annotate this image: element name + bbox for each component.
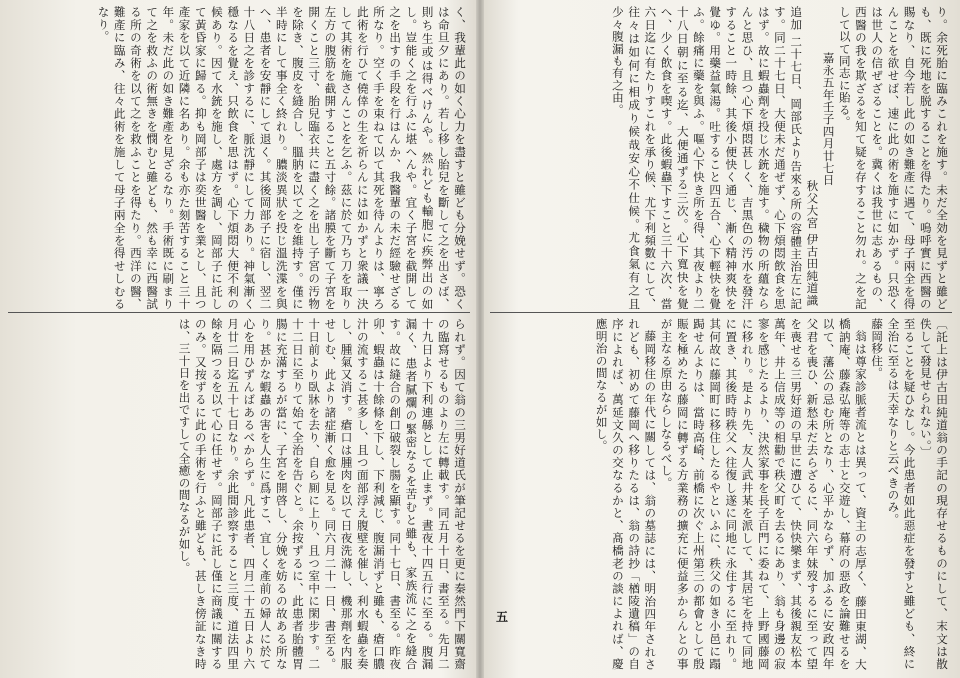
left-page-top-band: [10, 6, 468, 310]
right-page-top-text: り。余死胎に臨みこれを施す。未だ全効を見ずと雖ども、既に死地を脱することを得たり。嗚呼實に西醫の賜なり、自今若し此の如き難產に遇て、母子兩全を得んことを欲せば、速に此の術を施すに如かず。只恐くは世人の信ぜざることを。冀くは我世に志あるもの、西醫の我を欺ざるを知て疑を存すること勿れ。之を記して以て同志に貽る。: [837, 6, 949, 310]
right-page-divider: [490, 312, 952, 313]
section-1: 至ることを疑ひなし。今此患者如此惡症を發すと雖ども、終に全治に至るは天幸なりと云べきのみ。: [886, 318, 917, 670]
page-number: 五: [496, 610, 509, 624]
section-3: 藤岡移住の年代に關しては、翁の墓誌には、明治四年されされども、初めて藤岡へ移りたるは、翁の詩抄「楢陵遺稿」の自序によれば、萬延文久の交なるかと、髙橋老の談によれば、慶應明治の間なるが如し。: [594, 318, 658, 670]
section-2: 翁は尊家診脈者流とは異って、資主の志厚く、藤田東湖、大橋訥庵、藤森弘庵等の志士と交遊し、幕府の惡政を論難せるを以て、藩公の忌む所となり、心平かならず、加ふるに安政四年父君を喪ひ、新愁未だ去らざるに、同六年妹歿するに至って望を喪せる三男好道の早世に遭ひて、快快樂まず、其後親友松本萬年、井上信成等の相勸で秩父町を去るにあり、翁も身邊の寂寥を感じたるより、決然家事を長子百門に委ねて、上野國藤岡に移れり。是より先、友人武井某を派して、其居宅を持て同地に置き、其後時時秩父へ往復し遂に同地に永住するに至れり。其何故に藤岡町に移住したるやといふに、秩父の如き小邑に蹋跼せんよりは、當時高崎、前橋に次ぐ上州第三の都會として殷賑を極めたる藤岡に轉ずる方業務の擴充に便益多からんとの事が主なる原由ならしなるべし。: [659, 318, 868, 670]
right-page-top-column: [492, 6, 950, 310]
left-page-bottom-text: られず。因て翁の三男好道氏が筆記せるを更に秦然門下關寬齋の臨寫せるものより左に轉載す。同五月十日、書至る。先月二十九日より下利連緜として止まず。晝夜十四五行に至る。腹漏漏く、患者膩爛の緊密なるを苦むと雖も、家族流に之を縫合す。故に縫合の創口破裂し腸を顯す。同十七日、書至る。昨夜卯、蝦蟲は十餘條を下し、下利減じ、腹漏消ずと雖も、瘡口膿汁の流するこ甚多し、且つ面部浮え腹壁を催し、利水蝦蟲を奏し、腫氣又消す。瘡口は腫肉を以て日夜洗滌し、機那劑を内服せしむ、此より諸症漸く愈を見る。同六月二十一日、書至る。十日前より臥牀を去り、自ら厠に上り、且つ室中に閑步す。二十二日に至りて始て全治を告ぐと。余按ずるに、此患者胎體胃腸に充滿するが當に、子宮を開啓し、分娩を妨るの故ある所なり。甚かな蝦蟲の害を人生に爲すこ、宜しく產前の婦人に於て心を用ひずんばあるべからず。凡此患者、四月二十五日より六月廿二日迄五十七日なり。余此間診察すること三度、道法四里餘を隔つるを以て心に任せず。岡部子に託し僅に商議に關するのみ。又按ずるに此の手術を行ふと雖ども、甚しき傍証なき時は、三十日を出ですして全癒の間なるが如し。: [177, 318, 467, 670]
left-page-top-text: く、我輩此の如く心力を盡すと雖ども分娩せず。恐くは命旦夕にあり。若し移し胎兒を斷して之を出さば、則ち生或は得べけんや。然れども輸胞に疾弊出の如し。豈能く之を行ふに堪へんや。宜く子宮を截開して之を出すの手段を行はんか、我醫輩の未だ經驗せざる所なり。空く手を束ねて以て其死を待んよりは、寧ろ此術を行ひて僥倖の生を祈らんには如かずと衆議一決して其術を施さんことを乞ふ。茲に於て乃ち刀を取り左方の腹筋を截開すること五寸餘。諸膜を斷て子宮を開くこと三寸、胎兒臨衣共に盡く之を出し子宮の汚物を除き、腹皮を縫合し、膃肭を以て之を維持す。僅に半時にして事全く終れり。膿淡異狀を投じ溫洗渫を與へ、患者を安靜にして退く。其後岡部子に宿し、翌二十八日之を診するに、脈沈靜にして力あり。神氣漸く穩なるを覺え、只飲食を思はず。心下煩悶大便不利の候あり。因て水銃を施し、處方を調し、岡部子に託して黃昏家に歸る。抑も岡部子は奕世醫を業とし、且つ產家を以て近隣に名あり。余も亦た刻苦すること三十年。未だ此の如き難產を見ざるなり。手術既に刷まりて之を救ふの術無きを憫むと雖ども、然も幸に西醫試る所の奇術を以て之を救ふことを得たり。西洋の醫、難產に臨み、往々此術を施して母子兩全を得せしむるなり。: [96, 6, 467, 310]
right-page-bottom-column: [492, 318, 950, 670]
editor-note: 〔託上は伊古田純道翁の手記の現存せるものにして、末文は散佚して發見せられない。〕: [918, 318, 949, 670]
section-title: 藤岡移住。: [870, 318, 885, 379]
date-heading: 嘉永五年壬子四月廿七日: [821, 52, 836, 187]
right-page-bottom-band: [492, 318, 950, 670]
left-page-divider: [8, 312, 470, 313]
right-page-top-band: [492, 6, 950, 310]
left-page: [0, 0, 478, 678]
left-page-bottom-band: [10, 318, 468, 670]
author-signature: 秋父大宮 伊古田純道識: [805, 180, 820, 307]
right-page: [482, 0, 960, 678]
addendum-text: 追加 二十七日、岡部氏より告來る所の容體主治左に記す。同二十七日、大便未だ通ぜず、心下煩悶飲食を思はず。故に蝦蟲劑を投じ水銃を施す。穢物の所蘊ならんと思ひ、且つ心下煩悶甚しく、吉黒色の汚水を發汗すること一時餘、其後小便快く通じ、漸く精神爽快を覺ゆ。用藥益氣湯。吐すること四五合、心下輕快を覺ふ。餘痛に藥を與ふ。嘔心下快き所を得、其夜より二十八日朝に至る迄、大便通ずる三次。心下寬快を覺へ、少く飲食を喫す。此後蝦蟲下すこと三十六次、當六日迄に有たりすこれを承り候、尤下利頻數にして、往々は如何に相成り候哉安心不仕候。尤食氣有之且少々腹漏も有之由。: [610, 6, 804, 310]
